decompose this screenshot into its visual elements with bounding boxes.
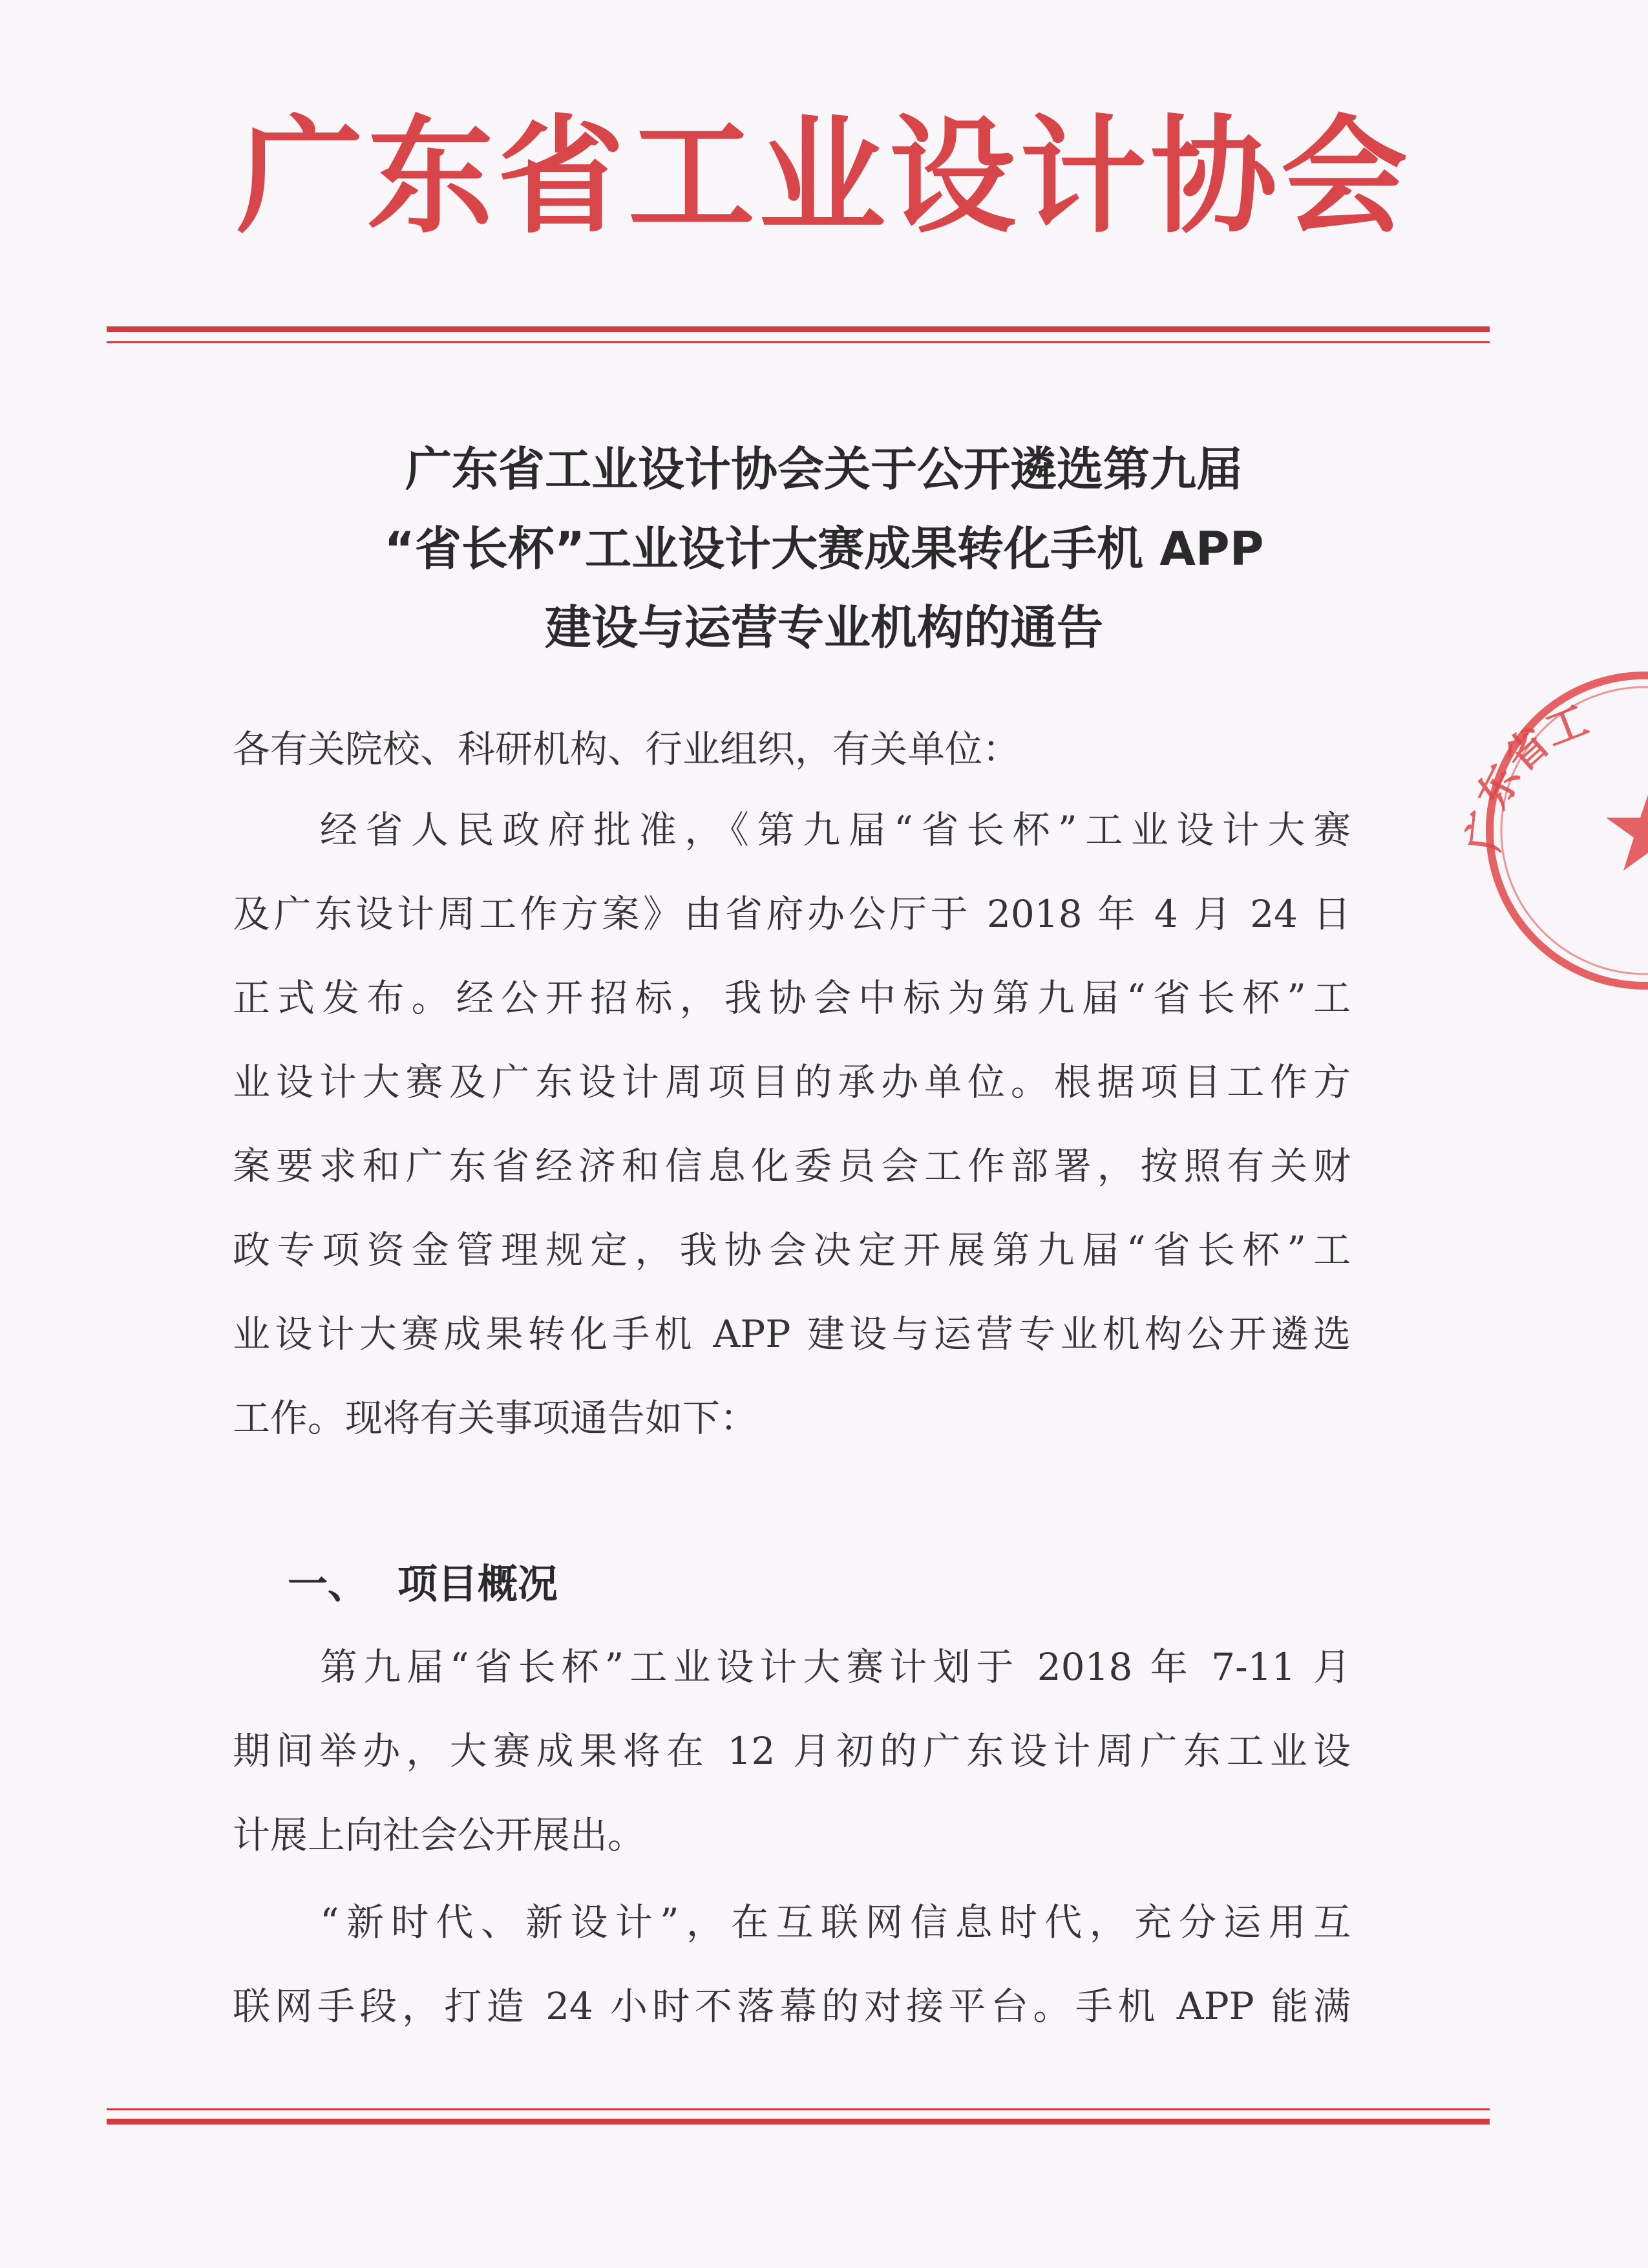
paragraph-1-line: 工作。现将有关事项通告如下： [233, 1396, 758, 1440]
paragraph-1-line: 正式发布。经公开招标，我协会中标为第九届“省长杯”工 [233, 976, 1351, 1020]
footer-rule-thick [107, 2119, 1490, 2125]
letterhead-title: 广东省工业设计协会 [236, 102, 1411, 251]
paragraph-2-line: 计展上向社会公开展出。 [233, 1813, 646, 1857]
paragraph-1-line: 业设计大赛成果转化手机 APP 建设与运营专业机构公开遴选 [233, 1312, 1351, 1356]
salutation: 各有关院校、科研机构、行业组织，有关单位： [233, 727, 1020, 771]
paragraph-1-line: 及广东设计周工作方案》由省府办公厅于 2018 年 4 月 24 日 [233, 892, 1351, 936]
paragraph-3-line: 联网手段，打造 24 小时不落幕的对接平台。手机 APP 能满 [233, 1984, 1351, 2028]
paragraph-2-line: 期间举办，大赛成果将在 12 月初的广东设计周广东工业设 [233, 1729, 1351, 1773]
paragraph-2-line: 第九届“省长杯”工业设计大赛计划于 2018 年 7-11 月 [320, 1645, 1351, 1689]
paragraph-1-line: 经省人民政府批准，《第九届“省长杯”工业设计大赛 [320, 808, 1351, 852]
official-seal [1422, 659, 1648, 995]
document-title-line-3: 建设与运营专业机构的通告 [544, 600, 1103, 655]
paragraph-1-line: 政专项资金管理规定，我协会决定开展第九届“省长杯”工 [233, 1228, 1351, 1272]
paragraph-1-line: 业设计大赛及广东设计周项目的承办单位。根据项目工作方 [233, 1060, 1351, 1104]
paragraph-1-line: 案要求和广东省经济和信息化委员会工作部署，按照有关财 [233, 1144, 1351, 1188]
seal-text: 广东省工 [1459, 695, 1595, 854]
seal-star-icon [1606, 785, 1648, 871]
paragraph-3-line: “新时代、新设计”，在互联网信息时代，充分运用互 [320, 1900, 1351, 1944]
section-1-title: 项目概况 [397, 1560, 558, 1607]
letterhead-rule-thin [107, 341, 1490, 343]
seal-graphic [1422, 659, 1648, 995]
section-1-number: 一、 [288, 1560, 368, 1607]
section-1-heading [288, 1560, 558, 1607]
document-title-line-2: “省长杯”工业设计大赛成果转化手机 APP [384, 522, 1264, 576]
footer-rule-thin [107, 2108, 1490, 2110]
document-title-line-1: 广东省工业设计协会关于公开遴选第九届 [405, 442, 1243, 496]
letterhead-rule-thick [107, 326, 1490, 332]
